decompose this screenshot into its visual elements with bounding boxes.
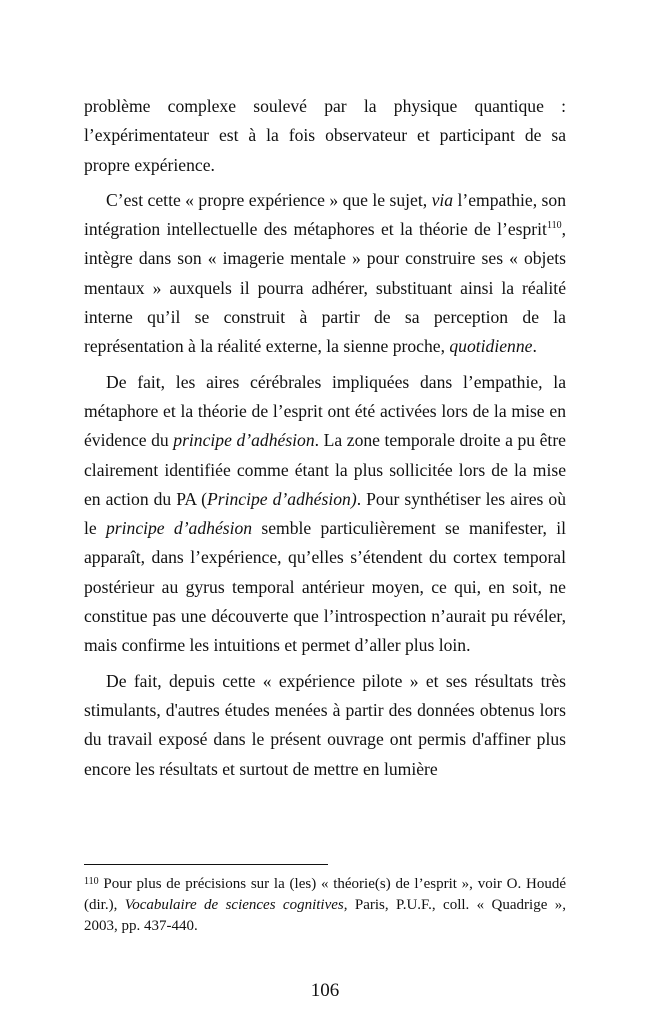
paragraph-3-italic: principe d’adhésion <box>105 518 253 539</box>
paragraph-2-italic-via: via <box>431 189 454 210</box>
footnote-text: , Paris, P.U.F., coll. « Quadrige », 2003, pp. 437-440. <box>84 897 567 934</box>
paragraph-2-text: C’est cette « propre expérience » que le sujet, <box>106 189 432 210</box>
paragraph-3-text: . La zone temporale droite a pu être clairement identifiée comme étant la plus sollicitée lors de la mise en action du PA ( <box>84 430 566 509</box>
paragraph-3-italic: principe d’adhésion <box>173 430 315 451</box>
footnote-italic-title: Vocabulaire de sciences cognitives <box>124 897 344 913</box>
paragraph-3 <box>84 368 566 661</box>
paragraph-3-italic: Principe d’adhésion) <box>207 488 357 509</box>
paragraph-4: De fait, depuis cette « expérience pilote » et ses résultats très stimulants, d'autres études menées à partir des données obtenus lors du travail exposé dans le présent ouvrage ont permis d'affiner plus encore les résultats et surtout de mettre en lumière <box>84 670 566 779</box>
footnote-text: Pour plus de précisions sur la (les) « théorie(s) de l’esprit », voir O. Houdé (dir.), <box>84 876 566 913</box>
paragraph-2-italic-quotidienne: quotidienne <box>449 336 533 357</box>
paragraph-2 <box>84 186 566 362</box>
footnote-reference[interactable]: 110 <box>546 220 562 232</box>
paragraph-1: problème complexe soulevé par la physique quantique : l’expérimentateur est à la fois observateur et participant de sa propre expérience. <box>84 96 566 175</box>
paragraph-3-text: De fait, les aires cérébrales impliquées dans l’empathie, la métaphore et la théorie de l’esprit ont été activées lors de la mise en évidence du <box>84 371 566 451</box>
main-text <box>84 92 566 790</box>
paragraph-3-text: semble particulièrement se manifester, il apparaît, dans l’expérience, qu’elles s’étendent du cortex temporal postérieur au gyrus temporal antérieur moyen, ce qui, en soit, ne constitue pas une découverte que l’introspection n’aurait pu révéler, mais confirme les intuitions et permet d’aller plus loin. <box>84 518 566 656</box>
paragraph-2-text: . <box>532 336 537 357</box>
footnote-number: 110 <box>84 876 99 887</box>
page-number: 106 <box>310 980 340 1001</box>
paragraph-2-text: l’empathie, son intégration intellectuelle des métaphores et la théorie de l’esprit <box>84 189 566 240</box>
footnote-separator <box>84 864 328 865</box>
footnote <box>84 874 566 937</box>
paragraph-3-text: . Pour synthétiser les aires où le <box>84 488 566 539</box>
paragraph-2-text: , intègre dans son « imagerie mentale » pour construire ses « objets mentaux » auxquels il pourra adhérer, substituant ainsi la réalité interne qu’il se construit à partir de sa perception de la représentation à la réalité externe, la sienne proche, <box>84 219 566 357</box>
